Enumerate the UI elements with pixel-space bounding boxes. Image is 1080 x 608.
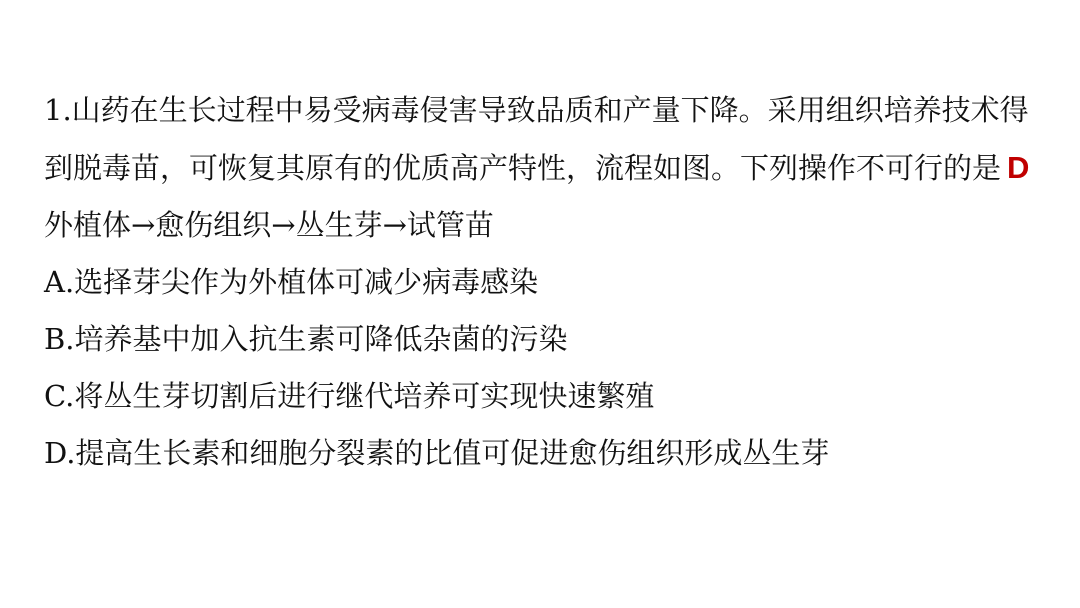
option-d: D.提高生长素和细胞分裂素的比值可促进愈伤组织形成丛生芽 bbox=[44, 436, 830, 470]
option-a: A.选择芽尖作为外植体可减少病毒感染 bbox=[44, 265, 539, 299]
option-b: B.培养基中加入抗生素可降低杂菌的污染 bbox=[44, 322, 568, 356]
flow-diagram-text: 外植体→愈伤组织→丛生芽→试管苗 bbox=[44, 208, 494, 242]
answer-label: D bbox=[1007, 150, 1030, 185]
question-stem bbox=[44, 82, 1044, 197]
option-c: C.将丛生芽切割后进行继代培养可实现快速繁殖 bbox=[44, 379, 655, 413]
question-stem-text: 1.山药在生长过程中易受病毒侵害导致品质和产量下降。采用组织培养技术得到脱毒苗，可恢复其原有的优质高产特性，流程如图。下列操作不可行的是 bbox=[44, 93, 1029, 185]
question-block bbox=[44, 82, 1044, 482]
